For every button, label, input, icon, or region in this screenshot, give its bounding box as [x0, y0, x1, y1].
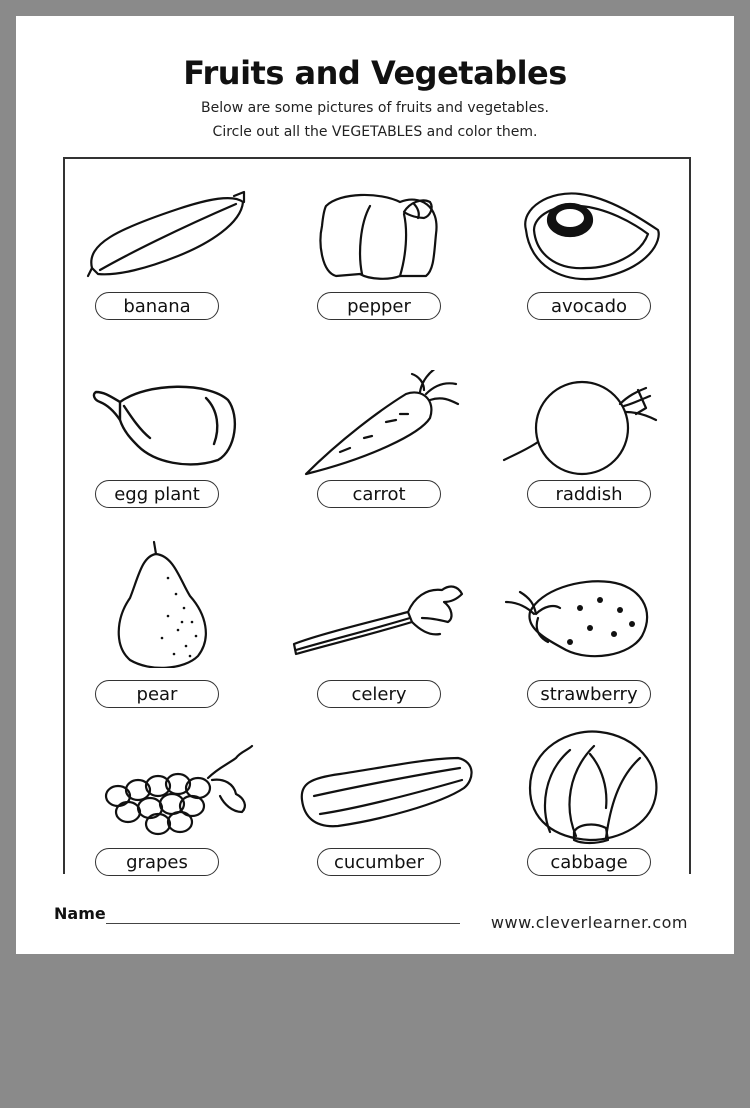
pepper-icon [280, 184, 480, 294]
banana-icon [58, 184, 258, 294]
name-field-line[interactable] [106, 923, 460, 924]
cabbage-icon [490, 728, 690, 838]
name-label: Name [54, 904, 106, 923]
item-label: pepper [317, 292, 441, 320]
item-label: cabbage [527, 848, 651, 876]
item-label: banana [95, 292, 219, 320]
grapes-icon [58, 728, 258, 838]
item-label: celery [317, 680, 441, 708]
item-label: grapes [95, 848, 219, 876]
website-text: www.cleverlearner.com [490, 913, 688, 932]
page-title: Fruits and Vegetables [183, 54, 567, 92]
carrot-icon [280, 370, 480, 480]
celery-icon [280, 538, 480, 648]
item-label: strawberry [527, 680, 651, 708]
item-label: cucumber [317, 848, 441, 876]
eggplant-icon [58, 370, 258, 480]
worksheet [16, 16, 734, 954]
strawberry-icon [490, 538, 690, 648]
instruction-line-2: Circle out all the VEGETABLES and color them. [212, 124, 538, 140]
radish-icon [490, 370, 690, 480]
avocado-icon [490, 184, 690, 294]
item-label: pear [95, 680, 219, 708]
item-label: carrot [317, 480, 441, 508]
item-label: raddish [527, 480, 651, 508]
pear-icon [58, 538, 258, 648]
item-label: egg plant [95, 480, 219, 508]
instruction-line-1: Below are some pictures of fruits and vegetables. [201, 100, 549, 116]
item-label: avocado [527, 292, 651, 320]
cucumber-icon [280, 728, 480, 838]
